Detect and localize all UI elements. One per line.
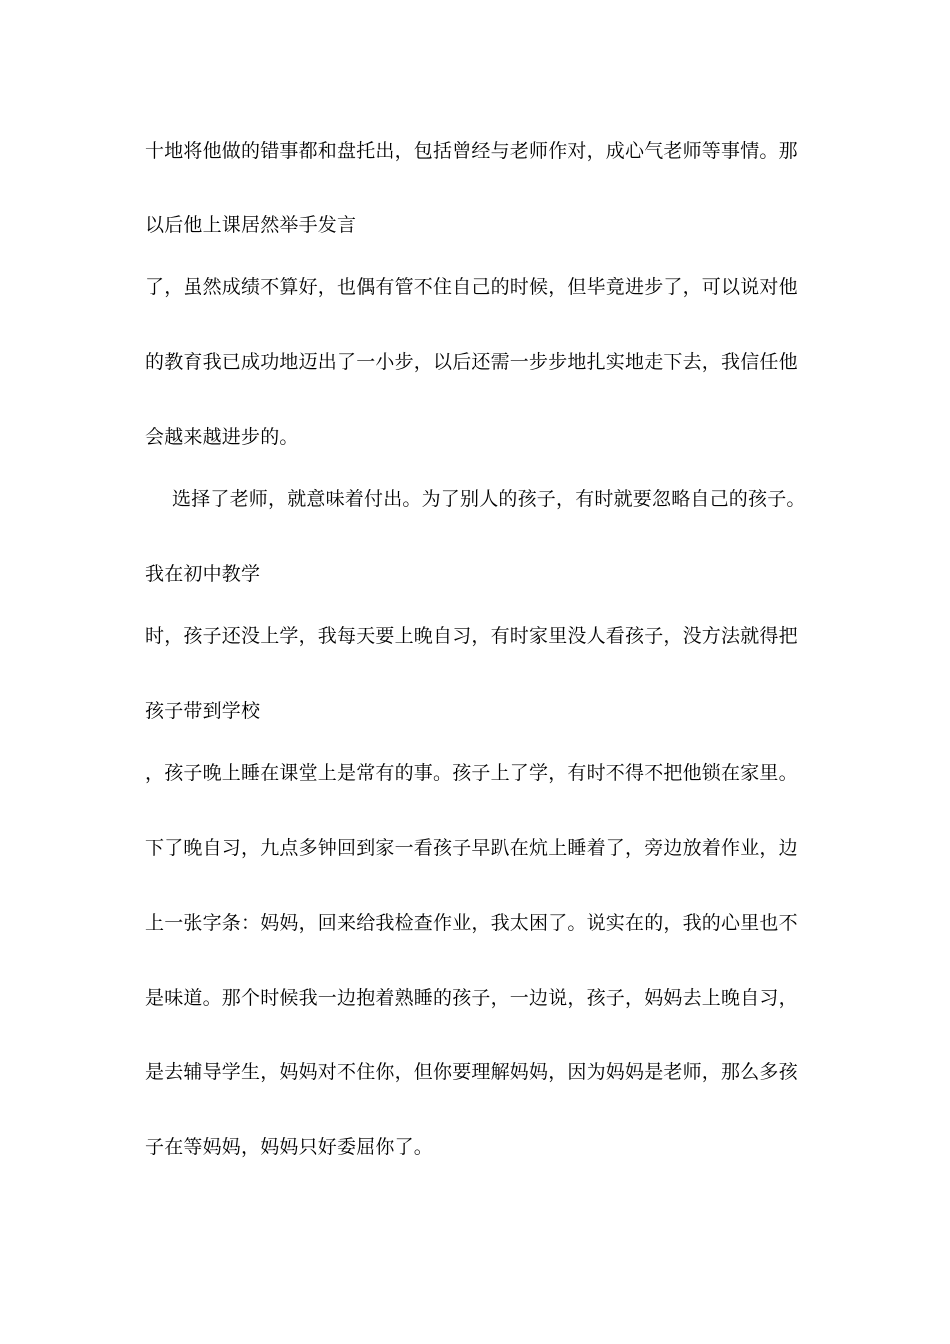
text-line: 的教育我已成功地迈出了一小步，以后还需一步步地扎实地走下去，我信任他	[145, 351, 798, 373]
text-line: 了，虽然成绩不算好，也偶有管不住自己的时候，但毕竟进步了，可以说对他	[145, 276, 798, 298]
text-line: 是去辅导学生，妈妈对不住你，但你要理解妈妈，因为妈妈是老师，那么多孩	[145, 1061, 798, 1083]
text-line: 我在初中教学	[145, 563, 261, 585]
text-line: 时，孩子还没上学，我每天要上晚自习，有时家里没人看孩子，没方法就得把	[145, 625, 798, 647]
text-line: 会越来越进步的。	[145, 426, 299, 448]
text-line: 是味道。那个时候我一边抱着熟睡的孩子，一边说，孩子，妈妈去上晚自习，	[145, 987, 798, 1009]
text-line: 以后他上课居然举手发言	[145, 214, 357, 236]
text-line: 上一张字条：妈妈，回来给我检查作业，我太困了。说实在的，我的心里也不	[145, 912, 798, 934]
text-line: ，孩子晚上睡在课堂上是常有的事。孩子上了学，有时不得不把他锁在家里。	[145, 762, 798, 784]
text-line: 子在等妈妈，妈妈只好委屈你了。	[145, 1136, 434, 1158]
paragraph-start-line: 选择了老师，就意味着付出。为了别人的孩子，有时就要忽略自己的孩子。	[172, 488, 806, 510]
text-line: 孩子带到学校	[145, 700, 261, 722]
text-line: 十地将他做的错事都和盘托出，包括曾经与老师作对，成心气老师等事情。那	[145, 140, 798, 162]
text-line: 下了晚自习，九点多钟回到家一看孩子早趴在炕上睡着了，旁边放着作业，边	[145, 837, 798, 859]
